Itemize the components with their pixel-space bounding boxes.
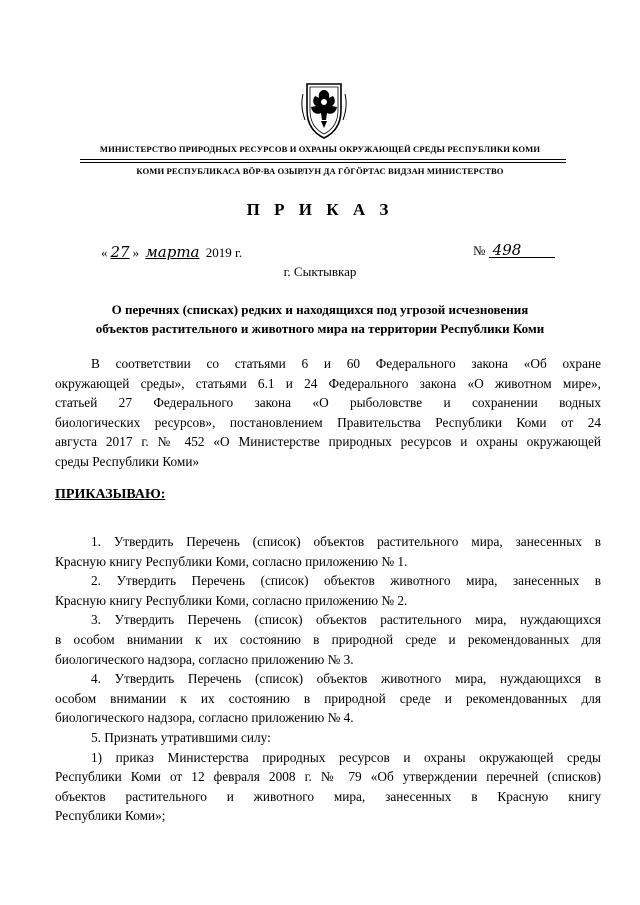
preamble-line: биологических ресурсов», постановлением Правительства Республики Коми от 24	[55, 414, 601, 430]
document-title: П Р И К А З	[246, 200, 394, 219]
header-divider-bottom	[80, 162, 566, 163]
date-year: 2019 г.	[205, 245, 243, 260]
item-line: объектов растительного и животного мира, занесенных в Красную книгу	[55, 788, 601, 804]
item-line: Республики Коми от 12 февраля 2008 г. № 79 «Об утверждении перечней (списков)	[55, 769, 601, 785]
preamble-line: окружающей среды», статьями 6.1 и 24 Федерального закона «О животном мире»,	[55, 375, 601, 391]
preamble-paragraph	[55, 354, 601, 472]
item-line: 2. Утвердить Перечень (список) объектов животного мира, занесенных в	[91, 573, 601, 589]
document-date	[101, 243, 242, 261]
item-line: 1) приказ Министерства природных ресурсов и охраны окружающей среды	[91, 749, 601, 765]
number-label: №	[473, 243, 486, 258]
number-handwritten: 498	[489, 243, 555, 258]
order-directive: ПРИКАЗЫВАЮ:	[55, 487, 166, 502]
header-divider-top	[80, 159, 566, 160]
document-subject	[0, 300, 640, 338]
item-line: 3. Утвердить Перечень (список) объектов растительного мира, нуждающихся	[91, 612, 601, 628]
date-month-handwritten: марта	[145, 243, 200, 261]
date-day-handwritten: 27	[110, 243, 130, 261]
subject-line: объектов растительного и животного мира на территории Республики Коми	[95, 321, 545, 336]
preamble-line: августа 2017 г. № 452 «О Министерстве природных ресурсов и охраны окружающей	[55, 434, 601, 450]
item-line: биологического надзора, согласно приложению № 3.	[55, 651, 354, 667]
preamble-line: среды Республики Коми»	[55, 453, 200, 469]
date-close-quote: »	[132, 245, 140, 260]
ministry-name-russian: МИНИСТЕРСТВО ПРИРОДНЫХ РЕСУРСОВ И ОХРАНЫ ОКРУЖАЮЩЕЙ СРЕДЫ РЕСПУБЛИКИ КОМИ	[99, 144, 541, 154]
order-items	[55, 532, 601, 826]
item-line: 1. Утвердить Перечень (список) объектов растительного мира, занесенных в	[91, 534, 601, 549]
item-line: Красную книгу Республики Коми, согласно приложению № 1.	[55, 553, 408, 569]
item-line: 4. Утвердить Перечень (список) объектов животного мира, нуждающихся в	[91, 671, 601, 687]
preamble-line: статьей 27 Федерального закона «О рыболовстве и сохранении водных	[55, 395, 601, 411]
subject-line: О перечнях (списках) редких и находящихся под угрозой исчезновения	[111, 302, 529, 317]
item-line: биологического надзора, согласно приложению № 4.	[55, 710, 354, 726]
coat-of-arms-emblem	[297, 76, 351, 140]
item-line: Красную книгу Республики Коми, согласно приложению № 2.	[55, 592, 408, 608]
document-number	[473, 243, 555, 259]
ministry-name-komi: КОМИ РЕСПУБЛИКАСА ВӦР-ВА ОЗЫРЛУН ДА ГӦГӦРТАС ВИДЗАН МИНИСТЕРСТВО	[136, 166, 504, 176]
item-line: особом внимании к их состоянию в природной среде и рекомендованных для	[55, 690, 601, 706]
date-open-quote: «	[101, 245, 108, 260]
item-line: Республики Коми»;	[55, 808, 166, 824]
document-city: г. Сыктывкар	[283, 264, 357, 279]
preamble-line: В соответствии со статьями 6 и 60 Федерального закона «Об охране	[91, 356, 601, 371]
item-line: 5. Признать утратившими силу:	[91, 729, 271, 745]
item-line: в особом внимании к их состоянию в природной среде и рекомендованных для	[55, 631, 601, 647]
